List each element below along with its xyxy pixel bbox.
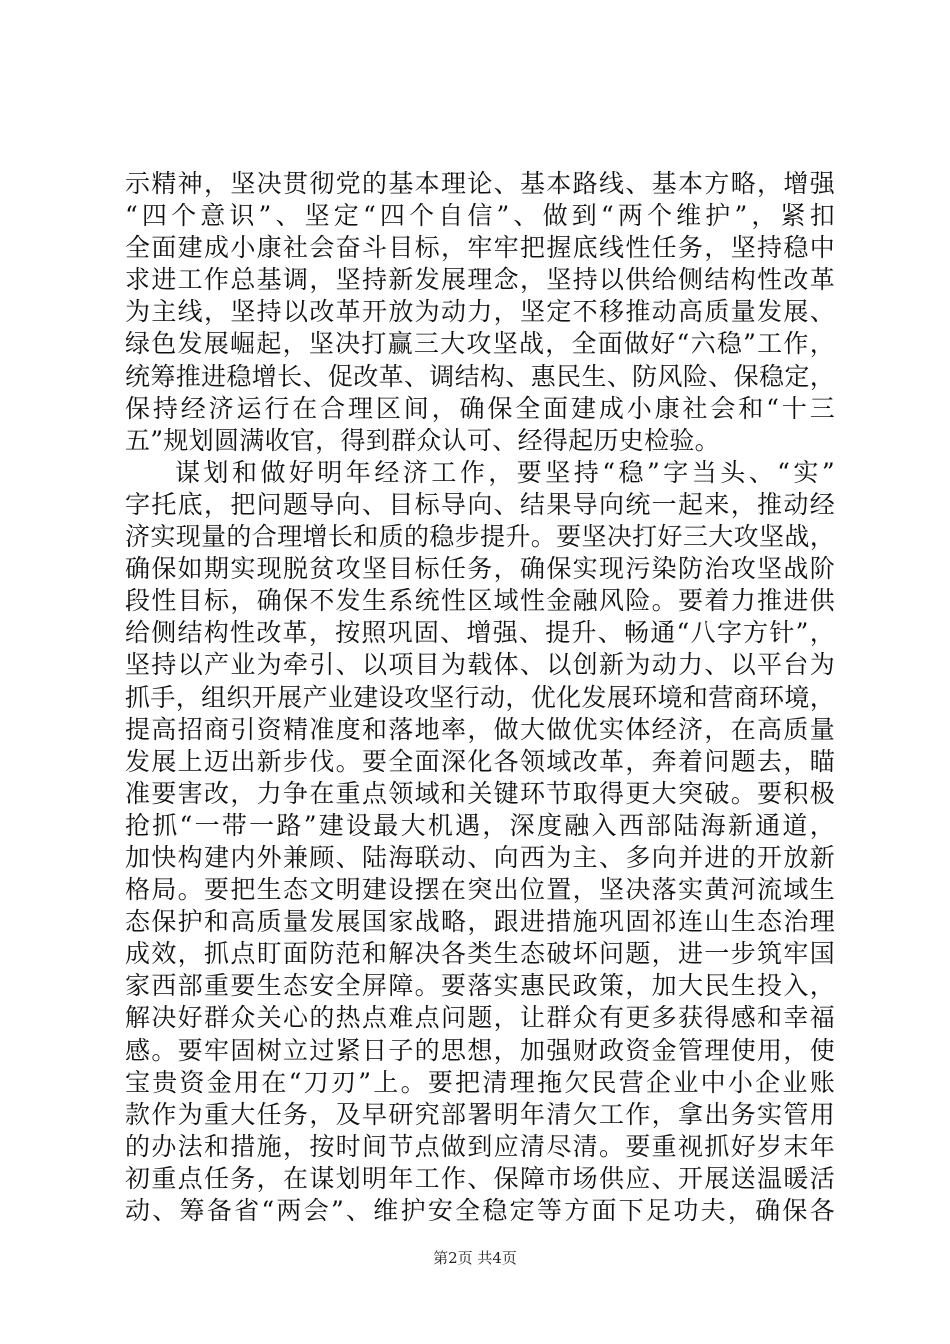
text-line: 的办法和措施，按时间节点做到应清尽清。要重视抓好岁末年 <box>125 1131 835 1161</box>
text-line: 发展上迈出新步伐。要全面深化各领域改革，奔着问题去，瞄 <box>125 746 835 776</box>
text-line: 家西部重要生态安全屏障。要落实惠民政策，加大民生投入， <box>125 971 835 1001</box>
text-line: 全面建成小康社会奋斗目标，牢牢把握底线性任务，坚持稳中 <box>125 233 835 263</box>
text-line: 抓手，组织开展产业建设攻坚行动，优化发展环境和营商环境， <box>125 682 835 712</box>
text-line: 款作为重大任务，及早研究部署明年清欠工作，拿出务实管用 <box>125 1099 835 1129</box>
text-line: 加快构建内外兼顾、陆海联动、向西为主、多向并进的开放新 <box>125 842 835 872</box>
text-line: 济实现量的合理增长和质的稳步提升。要坚决打好三大攻坚战， <box>125 522 835 552</box>
text-line: 段性目标，确保不发生系统性区域性金融风险。要着力推进供 <box>125 586 835 616</box>
text-line: 抢抓“一带一路”建设最大机遇，深度融入西部陆海新通道， <box>125 810 835 840</box>
text-line: 保持经济运行在合理区间，确保全面建成小康社会和“十三 <box>125 393 835 423</box>
text-line: 宝贵资金用在“刀刃”上。要把清理拖欠民营企业中小企业账 <box>125 1067 835 1097</box>
text-line: 求进工作总基调，坚持新发展理念，坚持以供给侧结构性改革 <box>125 265 835 295</box>
text-line: 成效，抓点盯面防范和解决各类生态破坏问题，进一步筑牢国 <box>125 939 835 969</box>
text-line: 字托底，把问题导向、目标导向、结果导向统一起来，推动经 <box>125 489 835 519</box>
text-line: 示精神，坚决贯彻党的基本理论、基本路线、基本方略，增强 <box>125 169 835 198</box>
text-line: 解决好群众关心的热点难点问题，让群众有更多获得感和幸福 <box>125 1003 835 1033</box>
text-line: 动、筹备省“两会”、维护安全稳定等方面下足功夫，确保各 <box>125 1196 835 1225</box>
text-line: 绿色发展崛起，坚决打赢三大攻坚战，全面做好“六稳”工作， <box>125 329 835 359</box>
paragraph <box>125 168 835 457</box>
paragraph <box>125 457 835 1227</box>
text-line: 确保如期实现脱贫攻坚目标任务，确保实现污染防治攻坚战阶 <box>125 554 835 584</box>
text-line: “四个意识”、坚定“四个自信”、做到“两个维护”，紧扣 <box>125 201 835 231</box>
text-line: 准要害改，力争在重点领域和关键环节取得更大突破。要积极 <box>125 778 835 808</box>
text-line: 感。要牢固树立过紧日子的思想，加强财政资金管理使用，使 <box>125 1035 835 1065</box>
text-line: 谋划和做好明年经济工作，要坚持“稳”字当头、“实” <box>175 457 835 487</box>
text-line: 统筹推进稳增长、促改革、调结构、惠民生、防风险、保稳定， <box>125 361 835 391</box>
text-line: 格局。要把生态文明建设摆在突出位置，坚决落实黄河流域生 <box>125 875 835 905</box>
text-line: 给侧结构性改革，按照巩固、增强、提升、畅通“八字方针”， <box>125 618 835 648</box>
text-line: 提高招商引资精准度和落地率，做大做优实体经济，在高质量 <box>125 714 835 744</box>
text-line: 态保护和高质量发展国家战略，跟进措施巩固祁连山生态治理 <box>125 907 835 937</box>
text-line: 为主线，坚持以改革开放为动力，坚定不移推动高质量发展、 <box>125 297 835 327</box>
text-line: 五”规划圆满收官，得到群众认可、经得起历史检验。 <box>125 425 720 455</box>
text-line: 初重点任务，在谋划明年工作、保障市场供应、开展送温暖活 <box>125 1163 835 1193</box>
document-body <box>125 168 835 1227</box>
text-line: 坚持以产业为牵引、以项目为载体、以创新为动力、以平台为 <box>125 650 835 680</box>
page-footer: 第2页 共4页 <box>433 1249 517 1267</box>
